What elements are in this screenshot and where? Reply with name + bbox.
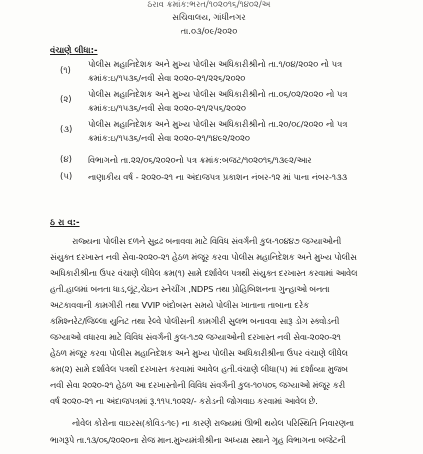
resolution-line: વર્ષ ૨૦૨૦-૨૧ ના અંદાજપત્રમાં રૂ.૧૧૫.૧૦૨૨/- કરોડની જોગવાઇ કરવામાં આવેલ છે. [50,396,318,406]
reference-line: નાણાકીય વર્ષ - ૨૦૨૦-૨૧ ના અંદાજપત્ર પ્રકાશન નંબર-૧૨ માં પાના નંબર-૧૩૩ [88,172,347,182]
reference-line: પોલીસ મહાનિદેશક અને મુખ્ય પોલીસ અધિકારીશ્રીનો તા.૨૦/૦૮/૨૦૨૦ નો પત્ર [88,119,348,129]
resolution-heading: ઠ રા વ:- [50,218,80,228]
resolution-line: સંયુક્ત દરખાસ્ત નવી સેવા-૨૦૨૦-૨૧ હેઠળ મંજૂર કરવા પોલીસ મહાનિદેશક અને મુખ્ય પોલીસ [50,252,357,262]
reference-number: (૨) [60,95,72,105]
references-heading: વંચાણે લીધા:- [50,46,98,56]
office-name: સચિવાલય, ગાંધીનગર [172,13,246,23]
reference-number: (૪) [60,155,72,165]
reference-line: પોલીસ મહાનિદેશક અને મુખ્ય પોલીસ અધિકારીશ્રીનો તા.૧/૦૪/૨૦૨૦ નો પત્ર [88,59,343,69]
reference-line: ક્રમાંક:ઇ/૧૫૩૬/નવી સેવા ૨૦૨૦-૨૧/૨૨૬/૨૦૨૦ [88,73,246,83]
resolution-line: કમિશ્નરેટ/જિલ્લા યુનિટ તથા રેલ્વે પોલીસની કામગીરી સુલભ બનાવવા સારૂ ડોગ સ્ક્વોડની [50,316,340,326]
reference-line: પોલીસ મહાનિદેશક અને મુખ્ય પોલીસ અધિકારીશ્રીનો તા.૦૬/૦૨/૨૦૨૦ નો પત્ર [88,89,348,99]
resolution-line: રાજ્યના પોલીસ દળને સુદ્રઢ બનાવવા માટે વિવિધ સંવર્ગની કુલ-૧૦૪૪૭ જગ્યાઓની [72,236,342,246]
reference-number: (૧) [60,66,71,76]
resolution-line: ક્રમ(૨) સામે દર્શાવેલ પત્રથી દરખાસ્ત કરવામાં આવેલ હતી.વંચાણે લીધા(૫) માં દર્શાવ્યા મુજબ [50,364,348,374]
reference-line: વિભાગનો તા.૨૨/૦૬/૨૦૨૦નો પત્ર ક્રમાંક:બજટ/૧૦૨૦૧૬/૧૩૯૨/આર [88,155,312,165]
resolution-line: અટકાવવાની કામગીરી તથા VVIP બંદોબસ્ત સમયે પોલીસ ખાતાના તાબાના દરેક [50,300,309,310]
resolution-line: હતી.હાલમાં બનતા ધાડ,લૂંટ,ચેઇન સ્નેચીંગ ,NDPS તથા પ્રોહિબિશનના ગુન્હાઓ બનતા [50,284,330,294]
resolution-line: નવી સેવા ૨૦૨૦-૨૧ હેઠળ આ દરખાસ્તોની વિવિધ સંવર્ગની કુલ-૧૦૫૦૬ જગ્યાઓ મંજૂર કરી [50,380,346,390]
reference-number: (૩) [60,125,73,135]
resolution-line: ભાગરૂપે તા.૧૩/૦૬/૨૦૨૦ના રોજ માન.મુખ્યમંત્રીશ્રીના અધ્યક્ષ સ્થાને ગૃહ વિભાગના બજેટની [50,435,346,445]
order-date: તા.૦૩/૦૯/૨૦૨૦ [180,27,238,37]
resolution-line: નોવેલ કોરોના વાઇરસ(કોવિડ-૧૯) ના કારણે રાજ્યમાં ઊભી થયેલ પરિસ્થિતિ નિવારણના [72,418,354,428]
reference-line: ક્રમાંક:ઇ/૧૫૩૬/નવી સેવા ૨૦૨૦-૨૧/૨૫૬/૨૦૨૦ [88,103,246,113]
order-number-partial: ઠરાવ ક્રમાંક:ભરત/૧૦૨૦૧૬/૧૪૦૨/અ [147,0,271,10]
resolution-line: અધિકારીશ્રીના ઉપર વંચાણે લીધેલ ક્રમ(૧) સામે દર્શાવેલ પત્રથી સંયુક્ત દરખાસ્ત કરવામાં આવેલ [50,268,358,278]
resolution-line: જગ્યાઓ વધારવા માટે વિવિધ સંવર્ગની કુલ-૧૭૨ જગ્યાઓની દરખાસ્ત નવી સેવા-૨૦૨૦-૨૧ [50,332,341,342]
reference-number: (૫) [60,172,73,182]
reference-line: ક્રમાંક:ઇ/૧૫૩૬/નવી સેવા ૨૦૨૦-૨૧/૧૪૯૨/૨૦૨૦ [88,133,250,143]
resolution-line: હેઠળ મંજૂર કરવા પોલીસ મહાનિદેશક અને મુખ્ય પોલીસ અધિકારીશ્રીના ઉપર વંચાણે લીધેલ [50,348,348,358]
